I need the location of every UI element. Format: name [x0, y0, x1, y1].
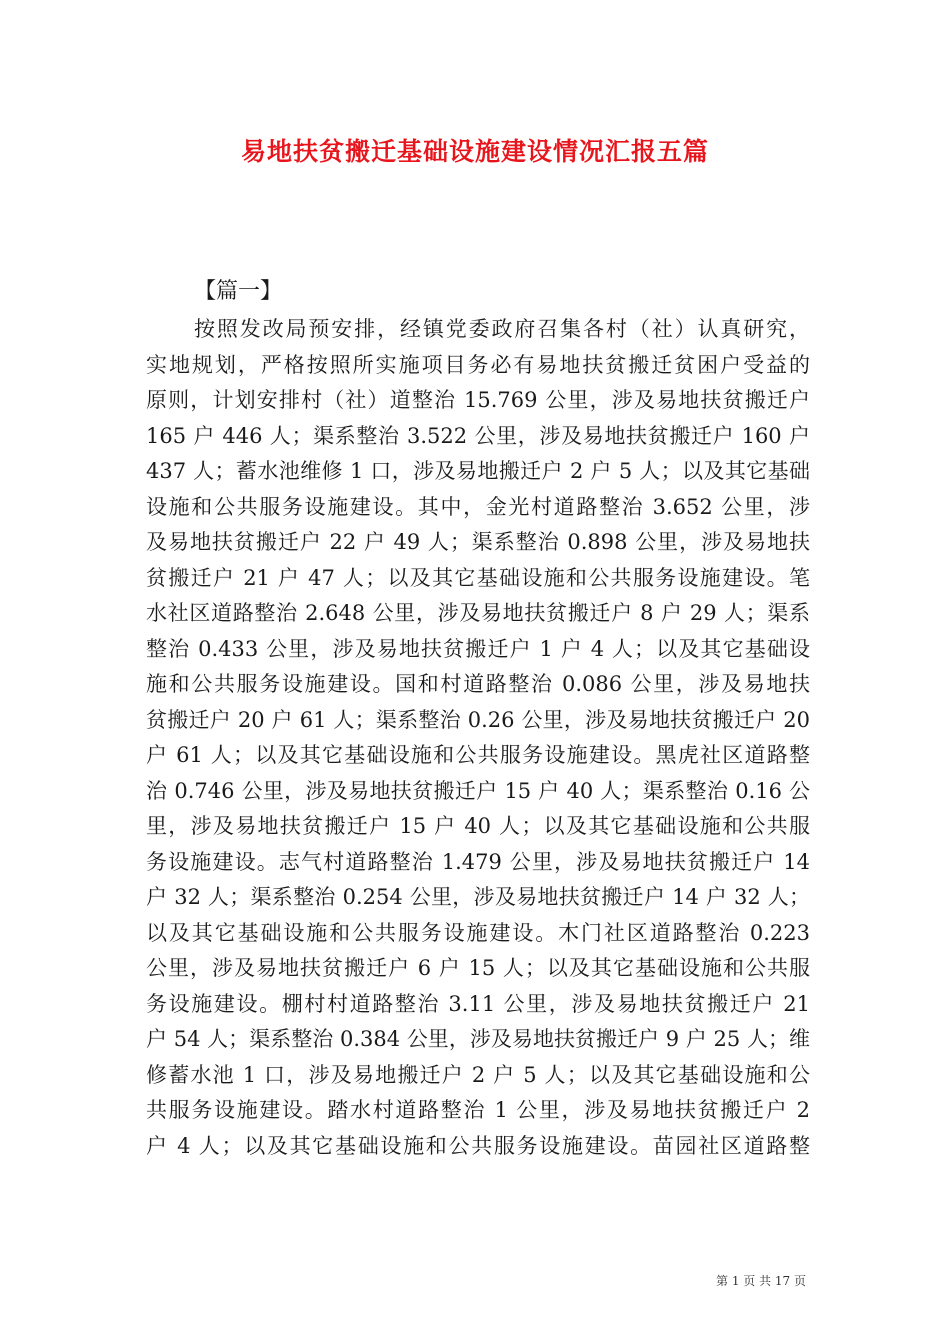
paragraph-line: 按照发改局预安排，经镇党委政府召集各村（社）认真研究， [194, 317, 810, 341]
paragraph-line: 贫搬迁户 20 户 61 人；渠系整治 0.26 公里，涉及易地扶贫搬迁户 20 [146, 707, 810, 732]
paragraph-line: 施和公共服务设施建设。国和村道路整治 0.086 公里，涉及易地扶 [146, 672, 810, 696]
paragraph-line: 437 人；蓄水池维修 1 口，涉及易地搬迁户 2 户 5 人；以及其它基础 [146, 459, 810, 483]
paragraph-line: 户 61 人；以及其它基础设施和公共服务设施建设。黑虎社区道路整 [146, 743, 810, 767]
paragraph-line: 及易地扶贫搬迁户 22 户 49 人；渠系整治 0.898 公里，涉及易地扶 [146, 530, 810, 554]
paragraph-line: 165 户 446 人；渠系整治 3.522 公里，涉及易地扶贫搬迁户 160 户 [146, 423, 810, 448]
paragraph-line: 户 54 人；渠系整治 0.384 公里，涉及易地扶贫搬迁户 9 户 25 人；维 [146, 1027, 810, 1051]
paragraph-line: 户 4 人；以及其它基础设施和公共服务设施建设。苗园社区道路整 [146, 1133, 810, 1158]
paragraph-line: 原则，计划安排村（社）道整治 15.769 公里，涉及易地扶贫搬迁户 [146, 388, 810, 412]
paragraph-line: 共服务设施建设。踏水村道路整治 1 公里，涉及易地扶贫搬迁户 2 [146, 1098, 810, 1122]
paragraph-line: 修蓄水池 1 口，涉及易地搬迁户 2 户 5 人；以及其它基础设施和公 [146, 1062, 810, 1087]
paragraph-line: 整治 0.433 公里，涉及易地扶贫搬迁户 1 户 4 人；以及其它基础设 [146, 636, 810, 661]
document-title: 易地扶贫搬迁基础设施建设情况汇报五篇 [240, 137, 709, 166]
paragraph-line: 水社区道路整治 2.648 公里，涉及易地扶贫搬迁户 8 户 29 人；渠系 [146, 601, 810, 625]
paragraph-line: 公里，涉及易地扶贫搬迁户 6 户 15 人；以及其它基础设施和公共服 [146, 956, 810, 980]
paragraph-line: 贫搬迁户 21 户 47 人；以及其它基础设施和公共服务设施建设。笔 [146, 565, 810, 590]
paragraph-line: 里，涉及易地扶贫搬迁户 15 户 40 人；以及其它基础设施和公共服 [146, 814, 810, 838]
body-paragraph [146, 312, 810, 1164]
paragraph-line: 设施和公共服务设施建设。其中，金光村道路整治 3.652 公里，涉 [146, 494, 810, 519]
page-number: 第 1 页 共 17 页 [716, 1274, 806, 1288]
paragraph-line: 以及其它基础设施和公共服务设施建设。木门社区道路整治 0.223 [146, 920, 810, 945]
paragraph-line: 治 0.746 公里，涉及易地扶贫搬迁户 15 户 40 人；渠系整治 0.16 公 [146, 778, 810, 803]
paragraph-line: 实地规划，严格按照所实施项目务必有易地扶贫搬迁贫困户受益的 [146, 352, 810, 377]
paragraph-line: 务设施建设。棚村村道路整治 3.11 公里，涉及易地扶贫搬迁户 21 [146, 991, 810, 1016]
paragraph-line: 务设施建设。志气村道路整治 1.479 公里，涉及易地扶贫搬迁户 14 [146, 849, 810, 874]
section-label: 【篇一】 [194, 279, 283, 304]
paragraph-line: 户 32 人；渠系整治 0.254 公里，涉及易地扶贫搬迁户 14 户 32 人； [146, 885, 810, 909]
